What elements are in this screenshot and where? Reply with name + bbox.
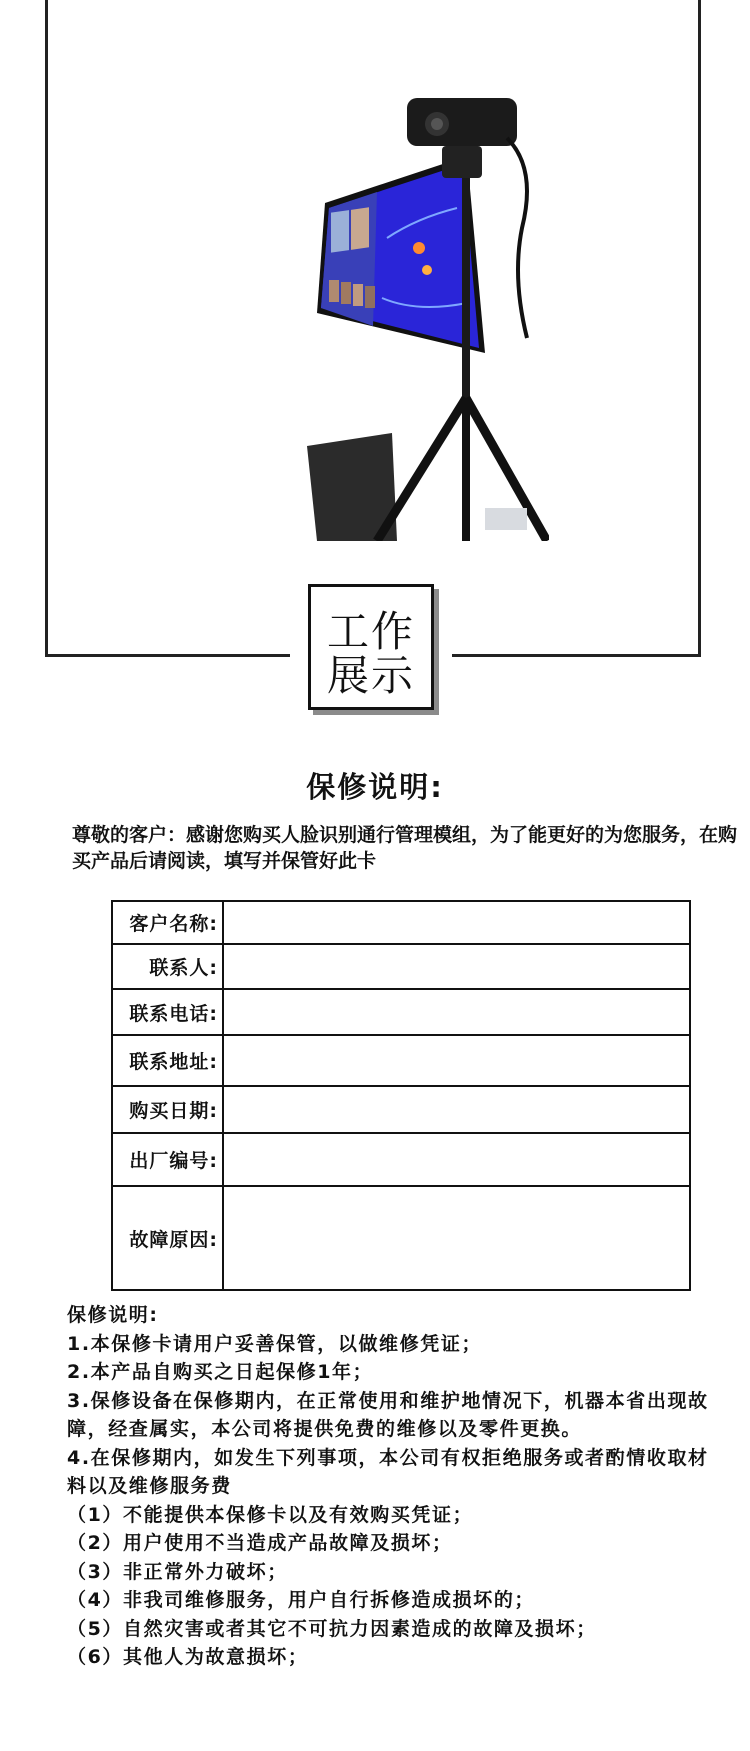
section-title-box: [308, 584, 434, 710]
warranty-form-table: [111, 900, 691, 1291]
face-recognition-terminal-image: [307, 98, 549, 541]
form-label: 购买日期:: [111, 1087, 224, 1132]
address-field[interactable]: [224, 1036, 691, 1085]
note-item: （5）自然灾害或者其它不可抗力因素造成的故障及损坏；: [67, 1617, 597, 1640]
note-item: 3.保修设备在保修期内，在正常使用和维护地情况下，机器本省出现故障，经查属实，本公司将提供免费的维修以及零件更换。: [67, 1389, 709, 1440]
serial-number-field[interactable]: [224, 1134, 691, 1185]
form-label: 故障原因:: [111, 1187, 224, 1289]
form-row-contact: [111, 945, 691, 990]
purchase-date-field[interactable]: [224, 1087, 691, 1132]
warranty-notes: [67, 1301, 727, 1672]
note-item: 2.本产品自购买之日起保修1年；: [67, 1361, 374, 1383]
fault-reason-field[interactable]: [224, 1187, 691, 1289]
note-item: （3）非正常外力破坏；: [67, 1560, 288, 1583]
section-title-line2: 展示: [326, 651, 415, 700]
form-label: 联系电话:: [111, 990, 224, 1034]
note-item: 4.在保修期内，如发生下列事项，本公司有权拒绝服务或者酌情收取材料以及维修服务费: [67, 1446, 709, 1497]
form-row-phone: [111, 990, 691, 1036]
section-title-line1: 工作: [326, 607, 415, 656]
form-row-fault-reason: [111, 1187, 691, 1291]
form-row-customer-name: [111, 900, 691, 945]
form-row-serial-number: [111, 1134, 691, 1187]
form-row-purchase-date: [111, 1087, 691, 1134]
form-label: 联系地址:: [111, 1036, 224, 1085]
product-photo: [307, 98, 549, 541]
phone-field[interactable]: [224, 990, 691, 1034]
form-label: 客户名称:: [111, 902, 224, 943]
note-item: （6）其他人为故意损坏；: [67, 1646, 309, 1668]
form-label: 联系人:: [111, 945, 224, 988]
notes-title: 保修说明:: [67, 1304, 159, 1326]
form-row-address: [111, 1036, 691, 1087]
note-item: （1）不能提供本保修卡以及有效购买凭证；: [67, 1503, 474, 1526]
form-label: 出厂编号:: [111, 1134, 224, 1185]
note-item: （4）非我司维修服务，用户自行拆修造成损坏的；: [67, 1589, 536, 1611]
customer-name-field[interactable]: [224, 902, 691, 943]
note-item: （2）用户使用不当造成产品故障及损坏；: [67, 1532, 453, 1554]
warranty-intro: 尊敬的客户：感谢您购买人脸识别通行管理模组，为了能更好的为您服务，在购买产品后请阅读，填写并保管好此卡: [72, 824, 738, 872]
contact-person-field[interactable]: [224, 945, 691, 988]
warranty-heading: 保修说明:: [306, 770, 444, 804]
note-item: 1.本保修卡请用户妥善保管，以做维修凭证；: [67, 1332, 483, 1355]
